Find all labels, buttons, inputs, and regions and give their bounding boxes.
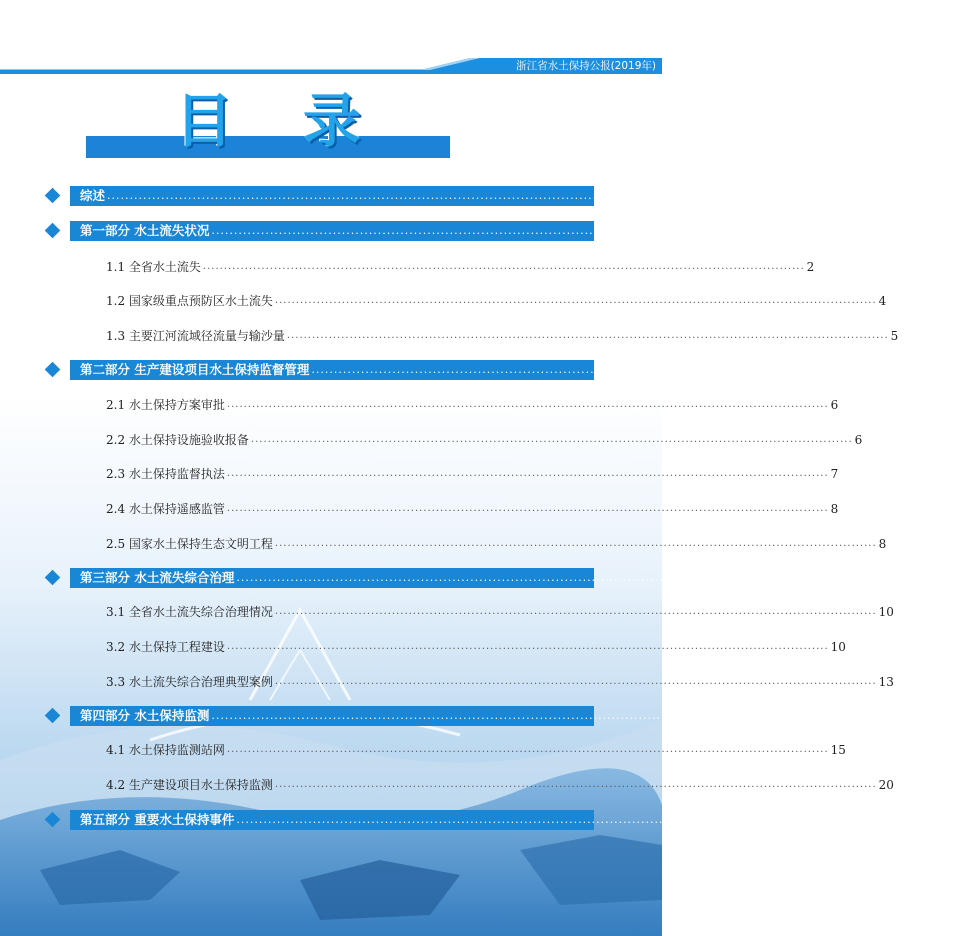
- toc-part-row[interactable]: [70, 706, 879, 726]
- section-bullet-icon: [45, 362, 61, 378]
- toc-part-row[interactable]: [70, 221, 870, 241]
- toc-page-number: 6: [830, 398, 839, 412]
- toc-sub-row[interactable]: [106, 603, 894, 621]
- toc-page-number: 10: [830, 640, 846, 654]
- toc-entry-label: 2.2 水土保持设施验收报备: [106, 433, 249, 447]
- toc-dot-leader: ................................................................................................................................................: [274, 295, 877, 306]
- toc-entry-label: 2.1 水土保持方案审批: [106, 398, 225, 412]
- toc-page-number: 1: [756, 188, 766, 203]
- toc-dot-leader: ................................................................................................................................................: [274, 606, 877, 617]
- section-bullet-icon: [45, 188, 61, 204]
- toc-page-number: 8: [878, 537, 887, 551]
- toc-page-number: 20: [878, 778, 894, 792]
- toc-page-number: 6: [854, 433, 863, 447]
- toc-sub-row[interactable]: [106, 741, 846, 759]
- toc-dot-leader: ................................................................................................................................................: [226, 399, 829, 410]
- toc-dot-leader: ................................................................................................................................................: [107, 189, 755, 202]
- toc-dot-leader: ................................................................................................................................................: [236, 571, 884, 584]
- toc-dot-leader: ................................................................................................................................................: [211, 709, 859, 722]
- toc-part-row[interactable]: [70, 360, 970, 380]
- toc-sub-row[interactable]: [106, 465, 839, 483]
- section-bullet-icon: [45, 812, 61, 828]
- toc-sub-row[interactable]: [106, 431, 863, 449]
- toc-page-number: 2: [860, 223, 870, 238]
- toc-entry-label: 4.1 水土保持监测站网: [106, 743, 225, 757]
- toc-page-number: 21: [885, 812, 904, 827]
- toc-page-number: 5: [890, 329, 899, 343]
- toc-entry-label: 综述: [80, 188, 106, 203]
- toc-page-number: 10: [885, 570, 904, 585]
- toc-entry-label: 1.2 国家级重点预防区水土流失: [106, 294, 273, 308]
- toc-part-row[interactable]: [70, 568, 904, 588]
- toc-sub-row[interactable]: [106, 258, 815, 276]
- toc-page-number: 6: [960, 362, 970, 377]
- toc-dot-leader: ................................................................................................................................................: [311, 363, 959, 376]
- header-publication-title: 浙江省水土保持公报(2019年): [516, 60, 656, 72]
- section-bullet-icon: [45, 223, 61, 239]
- toc-dot-leader: ................................................................................................................................................: [236, 813, 884, 826]
- toc-page-number: 8: [830, 502, 839, 516]
- toc-entry-label: 第三部分 水土流失综合治理: [80, 570, 235, 585]
- toc-sub-row[interactable]: [106, 327, 899, 345]
- toc-dot-leader: ................................................................................................................................................: [226, 641, 829, 652]
- toc-page-number: 4: [878, 294, 887, 308]
- toc-entry-label: 1.1 全省水土流失: [106, 260, 201, 274]
- toc-dot-leader: ................................................................................................................................................: [274, 676, 877, 687]
- toc-sub-row[interactable]: [106, 673, 894, 691]
- toc-dot-leader: ................................................................................................................................................: [211, 224, 859, 237]
- toc-entry-label: 第一部分 水土流失状况: [80, 223, 210, 238]
- toc-part-row[interactable]: [70, 186, 766, 206]
- toc-entry-label: 第二部分 生产建设项目水土保持监督管理: [80, 362, 310, 377]
- toc-sub-row[interactable]: [106, 500, 839, 518]
- toc-sub-row[interactable]: [106, 776, 894, 794]
- toc-dot-leader: ................................................................................................................................................: [226, 503, 829, 514]
- toc-dot-leader: ................................................................................................................................................: [226, 468, 829, 479]
- toc-entry-label: 第四部分 水土保持监测: [80, 708, 210, 723]
- toc-entry-label: 3.2 水土保持工程建设: [106, 640, 225, 654]
- toc-entry-label: 4.2 生产建设项目水土保持监测: [106, 778, 273, 792]
- toc-page-number: 13: [878, 675, 894, 689]
- toc-dot-leader: ................................................................................................................................................: [274, 779, 877, 790]
- toc-page-number: 7: [830, 467, 839, 481]
- toc-entry-label: 3.3 水土流失综合治理典型案例: [106, 675, 273, 689]
- toc-page-number: 10: [878, 605, 894, 619]
- toc-page-number: 15: [830, 743, 846, 757]
- section-bullet-icon: [45, 708, 61, 724]
- toc-entry-label: 第五部分 重要水土保持事件: [80, 812, 235, 827]
- toc-dot-leader: ................................................................................................................................................: [226, 744, 829, 755]
- toc-dot-leader: ................................................................................................................................................: [286, 330, 889, 341]
- toc-entry-label: 2.5 国家水土保持生态文明工程: [106, 537, 273, 551]
- toc-dot-leader: ................................................................................................................................................: [274, 538, 877, 549]
- toc-entry-label: 2.3 水土保持监督执法: [106, 467, 225, 481]
- toc-part-row[interactable]: [70, 810, 904, 830]
- toc-dot-leader: ................................................................................................................................................: [250, 434, 853, 445]
- toc-sub-row[interactable]: [106, 535, 887, 553]
- section-bullet-icon: [45, 570, 61, 586]
- toc-sub-row[interactable]: [106, 638, 846, 656]
- page-title-text: 目录: [174, 87, 431, 155]
- toc-sub-row[interactable]: [106, 396, 839, 414]
- toc-entry-label: 2.4 水土保持遥感监管: [106, 502, 225, 516]
- toc-sub-row[interactable]: [106, 292, 887, 310]
- toc-entry-label: 1.3 主要江河流域径流量与输沙量: [106, 329, 285, 343]
- toc-dot-leader: ................................................................................................................................................: [202, 261, 805, 272]
- toc-entry-label: 3.1 全省水土流失综合治理情况: [106, 605, 273, 619]
- toc-page-number: 2: [806, 260, 815, 274]
- toc-page-number: 15: [860, 708, 879, 723]
